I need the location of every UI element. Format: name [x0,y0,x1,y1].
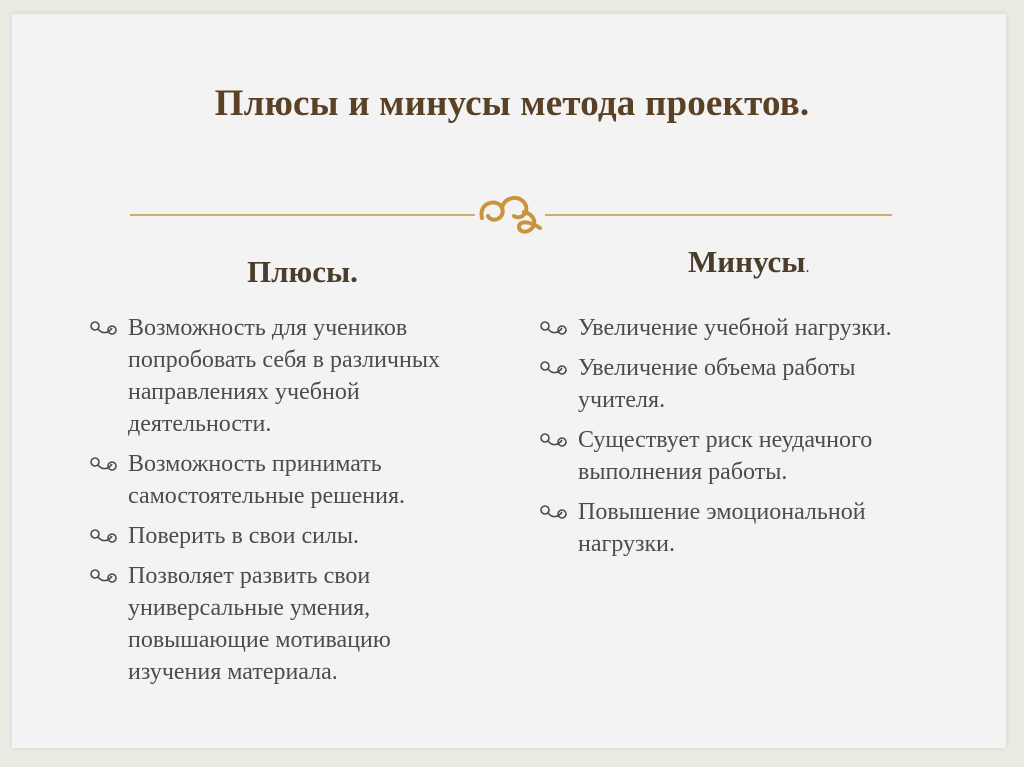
scroll-bullet-icon [88,526,120,546]
cons-list [538,312,938,568]
scroll-bullet-icon [538,358,570,378]
list-item-text: Увеличение объема работы учителя. [578,355,856,413]
slide-title: Плюсы и минусы метода проектов. [214,83,810,124]
scroll-bullet-icon [538,318,570,338]
scroll-bullet-icon [88,566,120,586]
list-item-text: Позволяет развить свои универсальные умения, повышающие мотивацию изучения материала. [128,563,391,685]
scroll-bullet-icon [88,318,120,338]
ornament-divider [130,188,892,238]
swirl-ornament-icon [481,198,540,232]
list-item [538,424,938,488]
list-item-text: Возможность для учеников попробовать себя в различных направлениях учебной деятельности. [128,315,440,437]
list-item [88,448,488,512]
list-item-text: Повышение эмоциональной нагрузки. [578,499,866,557]
list-item [538,312,938,344]
list-item [88,520,488,552]
cons-heading-text: Минусы [688,244,806,279]
cons-heading-suffix: . [805,259,810,276]
scroll-bullet-icon [538,430,570,450]
scroll-bullet-icon [538,502,570,522]
scroll-bullet-icon [88,454,120,474]
pros-heading-text: Плюсы. [247,254,358,289]
list-item-text: Возможность принимать самостоятельные решения. [128,451,405,509]
list-item [538,496,938,560]
pros-heading [247,254,358,290]
pros-list [88,312,488,696]
list-item [88,312,488,440]
list-item-text: Поверить в свои силы. [128,523,360,549]
list-item-text: Увеличение учебной нагрузки. [578,315,892,341]
list-item-text: Существует риск неудачного выполнения работы. [578,427,873,485]
list-item [88,560,488,688]
list-item [538,352,938,416]
cons-heading [688,244,810,280]
